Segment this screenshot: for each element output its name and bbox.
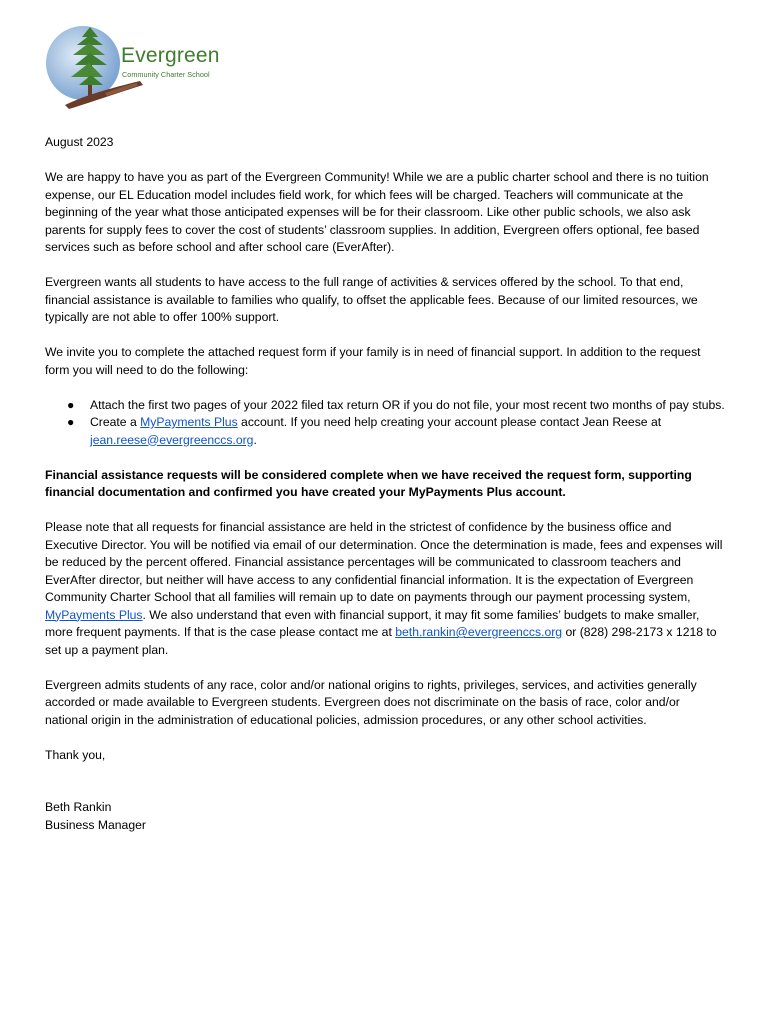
para4-text-pre: Please note that all requests for financial assistance are held in the strictest of confidence by the business office and Executive Director. You will be notified via email of our determination. Once the determination is made, fees and expenses will be reduced by the percent offered. Financial assistance percentages will be communicated to classroom teachers and EverAfter director, but neither will have access to any confidential financial information. It is the expectation of Evergreen Community Charter School that all families will remain up to date on payments through our payment processing system,	[45, 520, 723, 604]
evergreen-tree-logo-icon	[45, 23, 220, 113]
tax-return-requirement: Attach the first two pages of your 2022 filed tax return OR if you do not file, your most recent two months of pay stubs.	[90, 397, 725, 412]
jean-reese-email-link[interactable]: jean.reese@evergreenccs.org	[90, 432, 254, 447]
signer-name: Beth Rankin	[45, 800, 112, 814]
access-paragraph: Evergreen wants all students to have access to the full range of activities & services offered by the school. To that end, financial assistance is available to families who qualify, to offset the applicable fees. Because of our limited resources, we typically are not able to offer 100% support.	[45, 275, 698, 324]
intro-paragraph: We are happy to have you as part of the Evergreen Community! While we are a public charter school and there is no tuition expense, our EL Education model includes field work, for which fees will be charged. Teachers will communicate at the beginning of the year what those anticipated expenses will be for their classroom. Like other public schools, we also ask parents for supply fees to cover the cost of students’ classroom supplies. In addition, Evergreen offers optional, fee based services such as before school and after school care (EverAfter).	[45, 170, 709, 254]
list-item	[45, 414, 725, 449]
bullet2-text-pre: Create a	[90, 415, 141, 429]
para4-text-mid: . We also understand that even with financial support, it may fit some families’ budgets to make smaller, more frequent payments. If that is the case please contact me at	[45, 607, 700, 639]
bullet-icon: ●	[67, 397, 75, 412]
bullet2-text-post: .	[253, 432, 257, 447]
para4-text-post: or (828) 298-2173 x 1218 to set up a payment plan.	[45, 625, 717, 657]
mypayments-plus-link[interactable]: MyPayments Plus	[140, 415, 238, 429]
closing-line: Thank you,	[45, 747, 106, 762]
confidentiality-paragraph	[45, 519, 725, 659]
mypayments-plus-link[interactable]: MyPayments Plus	[45, 607, 143, 622]
school-logo	[45, 23, 220, 113]
signer-title: Business Manager	[45, 817, 146, 832]
beth-rankin-email-link[interactable]: beth.rankin@evergreenccs.org	[395, 625, 563, 639]
logo-subtitle: Community Charter School	[122, 70, 210, 79]
request-paragraph: We invite you to complete the attached request form if your family is in need of financial support. In addition to the request form you will need to do the following:	[45, 345, 701, 377]
requirements-list	[45, 397, 725, 450]
letter-body	[45, 134, 725, 834]
list-item	[45, 397, 725, 415]
signature-gap	[45, 764, 725, 799]
completion-requirements-paragraph: Financial assistance requests will be considered complete when we have received the request form, supporting financial documentation and confirmed you have created your MyPayments Plus account.	[45, 467, 692, 499]
nondiscrimination-paragraph: Evergreen admits students of any race, color and/or national origins to rights, privileges, services, and activities generally accorded or made available to Evergreen students. Evergreen does not discriminate on the basis of race, color and/or national origin in the administration of educational policies, admission procedures, or any other school activities.	[45, 677, 697, 727]
bullet-icon: ●	[67, 415, 75, 429]
bullet2-text-mid: account. If you need help creating your account please contact Jean Reese at	[237, 415, 662, 429]
logo-wordmark: Evergreen	[121, 44, 220, 67]
letter-date: August 2023	[45, 135, 114, 149]
